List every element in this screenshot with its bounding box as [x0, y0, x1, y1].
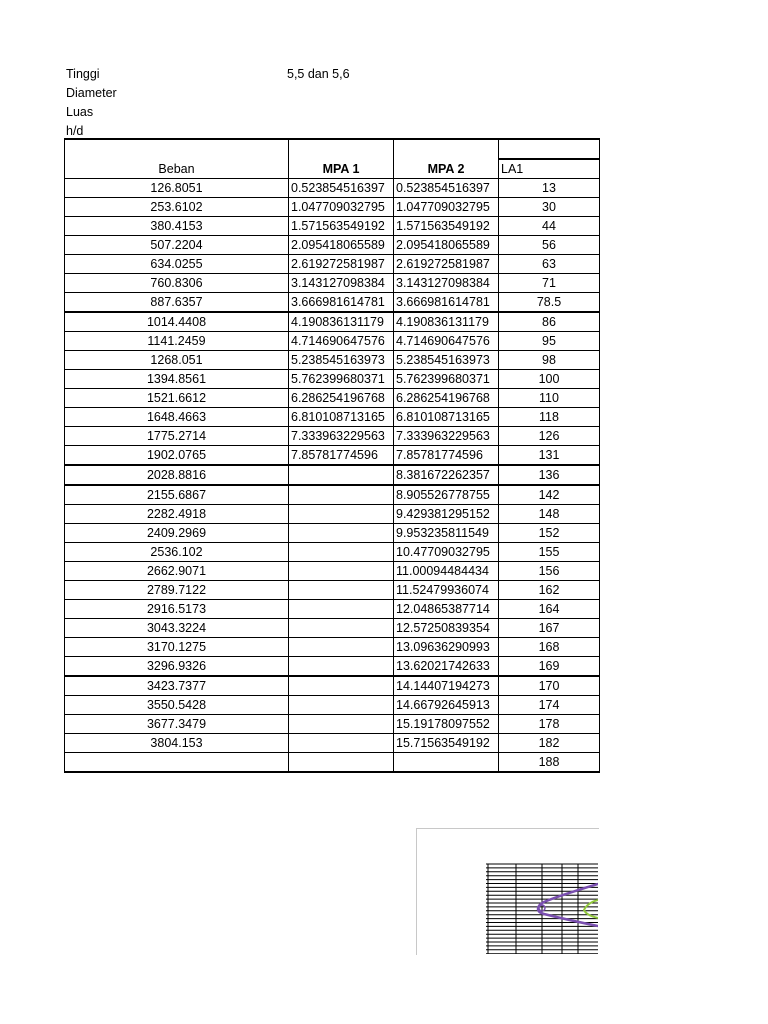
- table-cell-mpa-1[interactable]: [289, 543, 394, 562]
- table-cell-la1[interactable]: 170: [499, 676, 600, 696]
- table-row: [65, 370, 600, 389]
- table-cell-la1[interactable]: 118: [499, 408, 600, 427]
- table-row: [65, 638, 600, 657]
- table-row: [65, 236, 600, 255]
- table-cell-la1[interactable]: 182: [499, 734, 600, 753]
- table-cell-beban[interactable]: 2536.102: [65, 543, 289, 562]
- table-cell-mpa-1[interactable]: 2.095418065589: [289, 236, 394, 255]
- table-cell-mpa-1[interactable]: [289, 600, 394, 619]
- table-cell-la1[interactable]: 98: [499, 351, 600, 370]
- table-cell-mpa-1[interactable]: 5.762399680371: [289, 370, 394, 389]
- table-cell-mpa-1[interactable]: [289, 734, 394, 753]
- table-cell-beban[interactable]: 1268.051: [65, 351, 289, 370]
- table-cell-beban[interactable]: 634.0255: [65, 255, 289, 274]
- table-cell-mpa-2[interactable]: 2.095418065589: [394, 236, 499, 255]
- table-cell-mpa-2[interactable]: 12.57250839354: [394, 619, 499, 638]
- table-row: [65, 293, 600, 313]
- table-cell-mpa-2[interactable]: 7.333963229563: [394, 427, 499, 446]
- table-row: [65, 179, 600, 198]
- table-cell-mpa-2[interactable]: 1.571563549192: [394, 217, 499, 236]
- table-cell-mpa-2[interactable]: 5.762399680371: [394, 370, 499, 389]
- table-cell-beban[interactable]: 3043.3224: [65, 619, 289, 638]
- table-row: [65, 676, 600, 696]
- table-cell-mpa-1[interactable]: [289, 581, 394, 600]
- table-row: [65, 465, 600, 485]
- table-cell-beban[interactable]: 3423.7377: [65, 676, 289, 696]
- table-cell-mpa-1[interactable]: 3.143127098384: [289, 274, 394, 293]
- table-cell-mpa-2[interactable]: 3.143127098384: [394, 274, 499, 293]
- table-cell-la1[interactable]: 156: [499, 562, 600, 581]
- table-cell-mpa-2[interactable]: 13.62021742633: [394, 657, 499, 677]
- table-cell-la1[interactable]: 131: [499, 446, 600, 466]
- table-row: [65, 332, 600, 351]
- table-cell-mpa-1[interactable]: 3.666981614781: [289, 293, 394, 313]
- table-cell-mpa-1[interactable]: [289, 524, 394, 543]
- table-cell-mpa-2[interactable]: 8.905526778755: [394, 485, 499, 505]
- table-row: [65, 427, 600, 446]
- table-cell-mpa-2[interactable]: 5.238545163973: [394, 351, 499, 370]
- tinggi-value: 5,5 dan 5,6: [287, 67, 350, 81]
- table-cell-la1[interactable]: 148: [499, 505, 600, 524]
- table-cell-beban[interactable]: 3170.1275: [65, 638, 289, 657]
- table-row: [65, 274, 600, 293]
- table-cell-beban[interactable]: 887.6357: [65, 293, 289, 313]
- table-cell-la1[interactable]: 152: [499, 524, 600, 543]
- table-cell-mpa-2[interactable]: [394, 753, 499, 773]
- table-cell-la1[interactable]: 174: [499, 696, 600, 715]
- table-cell-la1[interactable]: 142: [499, 485, 600, 505]
- data-table: [64, 138, 600, 773]
- table-cell-mpa-2[interactable]: 10.47709032795: [394, 543, 499, 562]
- table-cell-la1[interactable]: 63: [499, 255, 600, 274]
- table-cell-mpa-2[interactable]: 14.66792645913: [394, 696, 499, 715]
- table-cell-mpa-1[interactable]: 4.190836131179: [289, 312, 394, 332]
- header-mpa-1[interactable]: MPA 1: [289, 139, 394, 179]
- table-cell-la1[interactable]: 44: [499, 217, 600, 236]
- table-cell-beban[interactable]: 1014.4408: [65, 312, 289, 332]
- table-cell-la1[interactable]: 126: [499, 427, 600, 446]
- table-cell-mpa-1[interactable]: 6.286254196768: [289, 389, 394, 408]
- table-top-row: [65, 139, 600, 159]
- table-cell-beban[interactable]: 3804.153: [65, 734, 289, 753]
- table-cell-mpa-2[interactable]: 13.09636290993: [394, 638, 499, 657]
- table-cell-beban[interactable]: 2409.2969: [65, 524, 289, 543]
- table-row: [65, 753, 600, 773]
- table-cell-mpa-2[interactable]: 15.71563549192: [394, 734, 499, 753]
- table-cell-la1[interactable]: 30: [499, 198, 600, 217]
- table-cell-beban[interactable]: 253.6102: [65, 198, 289, 217]
- table-row: [65, 198, 600, 217]
- table-cell-la1[interactable]: 56: [499, 236, 600, 255]
- table-cell-mpa-2[interactable]: 3.666981614781: [394, 293, 499, 313]
- table-cell-la1[interactable]: 136: [499, 465, 600, 485]
- table-cell-mpa-2[interactable]: 7.85781774596: [394, 446, 499, 466]
- table-cell-la1[interactable]: 188: [499, 753, 600, 773]
- table-cell-mpa-1[interactable]: [289, 505, 394, 524]
- table-cell-la1[interactable]: 100: [499, 370, 600, 389]
- table-cell-beban[interactable]: 2282.4918: [65, 505, 289, 524]
- label-diameter: Diameter: [66, 86, 117, 100]
- table-cell-mpa-1[interactable]: 1.571563549192: [289, 217, 394, 236]
- table-row: [65, 389, 600, 408]
- table-cell-mpa-2[interactable]: 0.523854516397: [394, 179, 499, 198]
- table-cell-mpa-1[interactable]: [289, 676, 394, 696]
- table-cell-mpa-2[interactable]: 15.19178097552: [394, 715, 499, 734]
- table-cell-la1[interactable]: 155: [499, 543, 600, 562]
- table-row: [65, 524, 600, 543]
- table-cell-mpa-1[interactable]: 5.238545163973: [289, 351, 394, 370]
- header-mpa-2[interactable]: MPA 2: [394, 139, 499, 179]
- table-cell-beban[interactable]: 1141.2459: [65, 332, 289, 351]
- table-cell-mpa-2[interactable]: 9.429381295152: [394, 505, 499, 524]
- table-cell-beban[interactable]: 1521.6612: [65, 389, 289, 408]
- table-row: [65, 657, 600, 677]
- table-cell-la1[interactable]: 95: [499, 332, 600, 351]
- table-row: [65, 217, 600, 236]
- table-cell-la1[interactable]: 168: [499, 638, 600, 657]
- table-cell-mpa-1[interactable]: [289, 562, 394, 581]
- table-cell-beban[interactable]: 3550.5428: [65, 696, 289, 715]
- table-cell-mpa-1[interactable]: 1.047709032795: [289, 198, 394, 217]
- table-cell-beban[interactable]: 1775.2714: [65, 427, 289, 446]
- table-cell-beban[interactable]: 1394.8561: [65, 370, 289, 389]
- table-cell-la1[interactable]: 164: [499, 600, 600, 619]
- table-cell-mpa-2[interactable]: 8.381672262357: [394, 465, 499, 485]
- table-cell-beban[interactable]: 3296.9326: [65, 657, 289, 677]
- table-row: [65, 543, 600, 562]
- table-cell-la1[interactable]: 162: [499, 581, 600, 600]
- table-cell-beban[interactable]: 2789.7122: [65, 581, 289, 600]
- table-cell-mpa-1[interactable]: 2.619272581987: [289, 255, 394, 274]
- table-cell-mpa-1[interactable]: 7.85781774596: [289, 446, 394, 466]
- table-cell-la1[interactable]: 110: [499, 389, 600, 408]
- header-blank-cell[interactable]: [499, 139, 600, 159]
- table-cell-mpa-1[interactable]: [289, 465, 394, 485]
- table-cell-mpa-2[interactable]: 1.047709032795: [394, 198, 499, 217]
- table-row: [65, 255, 600, 274]
- table-cell-la1[interactable]: 71: [499, 274, 600, 293]
- table-cell-mpa-2[interactable]: 4.714690647576: [394, 332, 499, 351]
- table-cell-mpa-2[interactable]: 9.953235811549: [394, 524, 499, 543]
- table-row: [65, 696, 600, 715]
- table-row: [65, 408, 600, 427]
- table-cell-mpa-1[interactable]: [289, 619, 394, 638]
- table-cell-mpa-2[interactable]: 12.04865387714: [394, 600, 499, 619]
- table-cell-la1[interactable]: 167: [499, 619, 600, 638]
- table-row: [65, 619, 600, 638]
- table-cell-la1[interactable]: 178: [499, 715, 600, 734]
- label-tinggi: Tinggi: [66, 67, 100, 81]
- header-la1[interactable]: LA1: [499, 159, 600, 179]
- table-cell-la1[interactable]: 86: [499, 312, 600, 332]
- table-cell-beban[interactable]: 3677.3479: [65, 715, 289, 734]
- table-cell-mpa-1[interactable]: 6.810108713165: [289, 408, 394, 427]
- table-cell-beban[interactable]: 1902.0765: [65, 446, 289, 466]
- table-cell-mpa-1[interactable]: 0.523854516397: [289, 179, 394, 198]
- table-cell-beban[interactable]: 760.8306: [65, 274, 289, 293]
- table-cell-beban[interactable]: 2028.8816: [65, 465, 289, 485]
- table-cell-mpa-1[interactable]: [289, 696, 394, 715]
- table-row: [65, 715, 600, 734]
- table-cell-beban[interactable]: 507.2204: [65, 236, 289, 255]
- table-cell-beban[interactable]: 380.4153: [65, 217, 289, 236]
- table-row: [65, 600, 600, 619]
- table-row: [65, 505, 600, 524]
- embedded-chart[interactable]: [486, 862, 598, 954]
- table-cell-mpa-2[interactable]: 11.00094484434: [394, 562, 499, 581]
- table-cell-mpa-2[interactable]: 2.619272581987: [394, 255, 499, 274]
- table-cell-la1[interactable]: 169: [499, 657, 600, 677]
- table-cell-beban[interactable]: 2916.5173: [65, 600, 289, 619]
- table-cell-mpa-1[interactable]: [289, 638, 394, 657]
- table-cell-la1[interactable]: 13: [499, 179, 600, 198]
- table-cell-mpa-1[interactable]: [289, 715, 394, 734]
- table-cell-mpa-1[interactable]: [289, 485, 394, 505]
- table-cell-beban[interactable]: 126.8051: [65, 179, 289, 198]
- table-cell-beban[interactable]: [65, 753, 289, 773]
- table-cell-mpa-1[interactable]: [289, 657, 394, 677]
- label-h-d: h/d: [66, 124, 84, 138]
- table-cell-mpa-1[interactable]: 7.333963229563: [289, 427, 394, 446]
- table-row: [65, 734, 600, 753]
- table-cell-la1[interactable]: 78.5: [499, 293, 600, 313]
- table-cell-mpa-2[interactable]: 11.52479936074: [394, 581, 499, 600]
- table-cell-mpa-2[interactable]: 6.810108713165: [394, 408, 499, 427]
- table-cell-mpa-2[interactable]: 14.14407194273: [394, 676, 499, 696]
- label-luas: Luas: [66, 105, 94, 119]
- table-row: [65, 485, 600, 505]
- table-cell-beban[interactable]: 1648.4663: [65, 408, 289, 427]
- table-cell-mpa-1[interactable]: [289, 753, 394, 773]
- table-row: [65, 446, 600, 466]
- header-beban[interactable]: Beban: [65, 139, 289, 179]
- table-row: [65, 562, 600, 581]
- table-row: [65, 581, 600, 600]
- table-cell-mpa-2[interactable]: 6.286254196768: [394, 389, 499, 408]
- table-cell-mpa-1[interactable]: 4.714690647576: [289, 332, 394, 351]
- table-row: [65, 312, 600, 332]
- table-row: [65, 351, 600, 370]
- table-cell-mpa-2[interactable]: 4.190836131179: [394, 312, 499, 332]
- table-cell-beban[interactable]: 2662.9071: [65, 562, 289, 581]
- table-cell-beban[interactable]: 2155.6867: [65, 485, 289, 505]
